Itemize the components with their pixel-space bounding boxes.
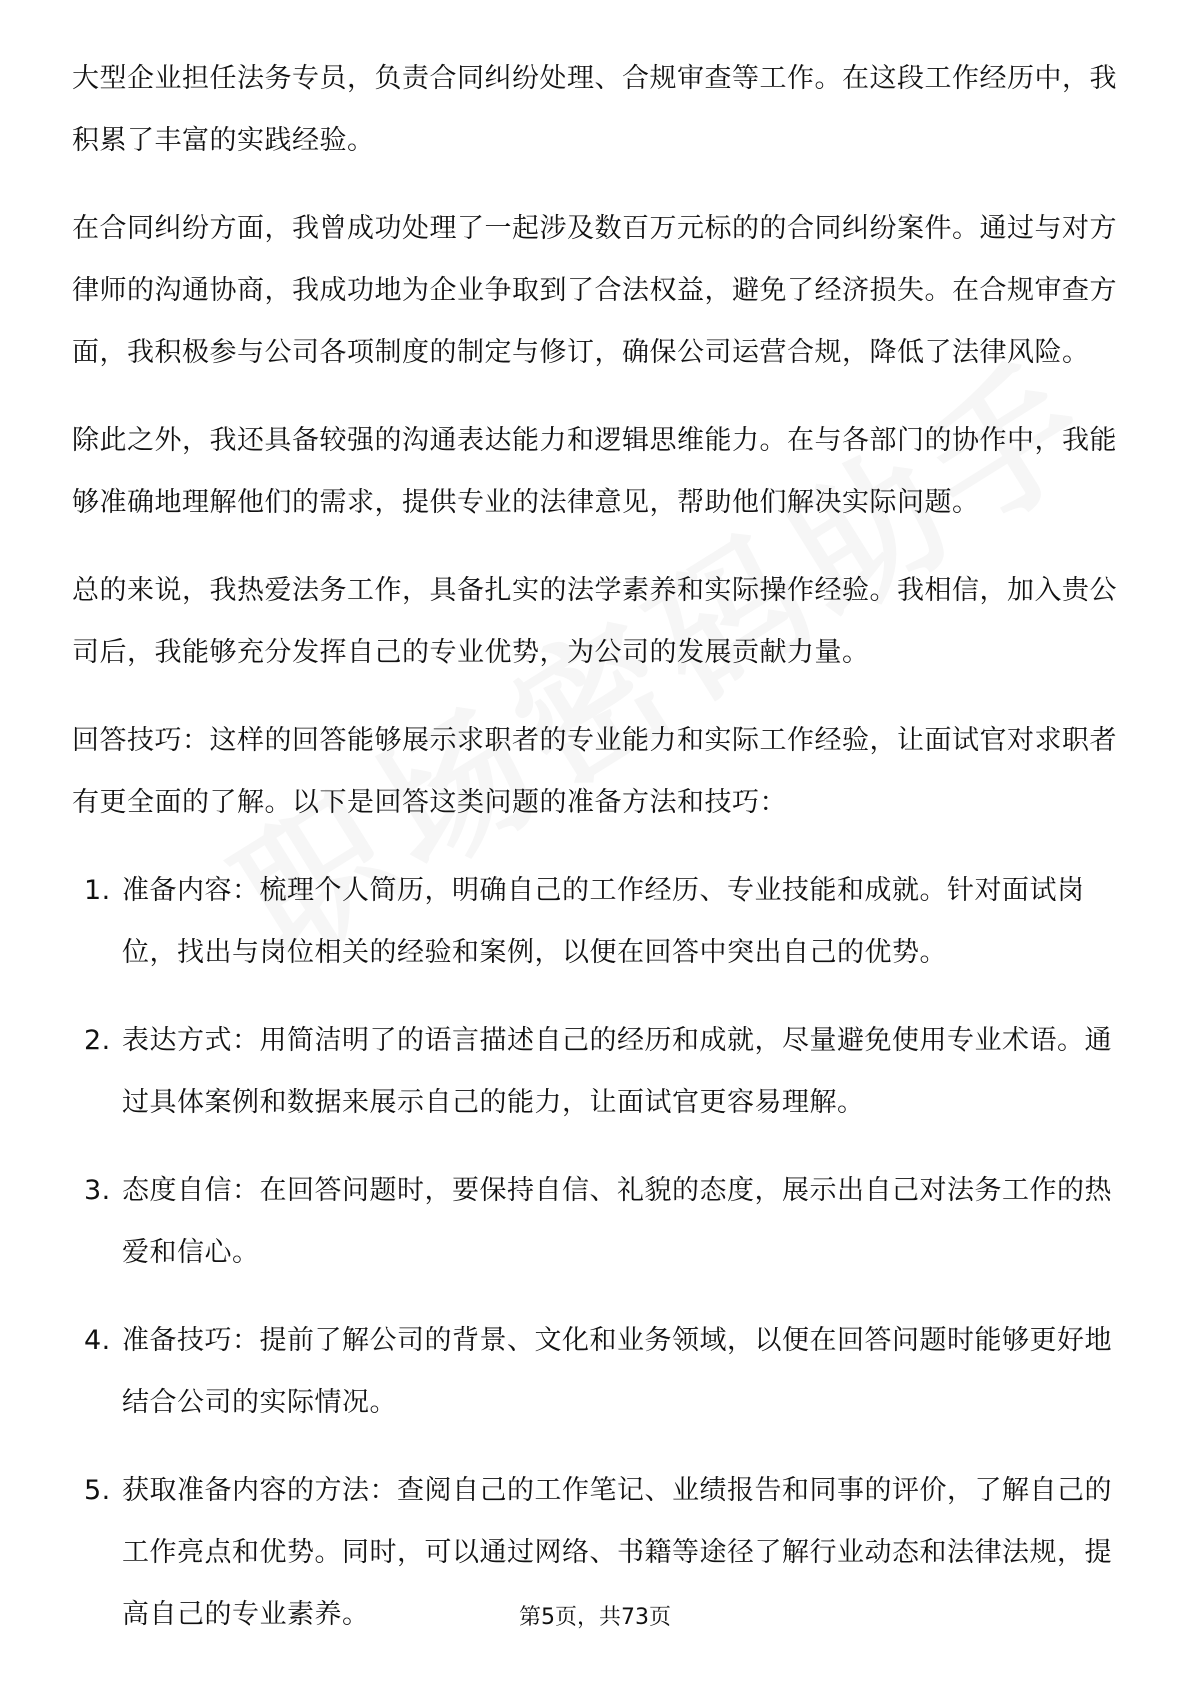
paragraph: 除此之外，我还具备较强的沟通表达能力和逻辑思维能力。在与各部门的协作中，我能够准确地理解他们的需求，提供专业的法律意见，帮助他们解决实际问题。 xyxy=(72,425,1117,518)
list-item xyxy=(72,860,1118,984)
list-item-text: 表达方式：用简洁明了的语言描述自己的经历和成就，尽量避免使用专业术语。通过具体案例和数据来展示自己的能力，让面试官更容易理解。 xyxy=(122,1025,1112,1118)
list-item xyxy=(72,1160,1118,1284)
list-item xyxy=(72,1010,1118,1134)
paragraph: 回答技巧：这样的回答能够展示求职者的专业能力和实际工作经验，让面试官对求职者有更全面的了解。以下是回答这类问题的准备方法和技巧： xyxy=(72,725,1117,818)
list-item-text: 获取准备内容的方法：查阅自己的工作笔记、业绩报告和同事的评价，了解自己的工作亮点和优势。同时，可以通过网络、书籍等途径了解行业动态和法律法规，提高自己的专业素养。 xyxy=(122,1475,1112,1630)
list-item-text: 准备内容：梳理个人简历，明确自己的工作经历、专业技能和成就。针对面试岗位，找出与岗位相关的经验和案例，以便在回答中突出自己的优势。 xyxy=(122,875,1085,968)
list-number: 4. xyxy=(84,1325,111,1356)
list-number: 1. xyxy=(84,875,111,906)
list-item-text: 态度自信：在回答问题时，要保持自信、礼貌的态度，展示出自己对法务工作的热爱和信心。 xyxy=(122,1175,1112,1268)
list-item-text: 准备技巧：提前了解公司的背景、文化和业务领域，以便在回答问题时能够更好地结合公司的实际情况。 xyxy=(122,1325,1112,1418)
list-number: 3. xyxy=(84,1175,111,1206)
list-item xyxy=(72,1310,1118,1434)
list-number: 2. xyxy=(84,1025,111,1056)
list-number: 5. xyxy=(84,1475,111,1506)
paragraph: 总的来说，我热爱法务工作，具备扎实的法学素养和实际操作经验。我相信，加入贵公司后，我能够充分发挥自己的专业优势，为公司的发展贡献力量。 xyxy=(72,575,1117,668)
paragraph: 在合同纠纷方面，我曾成功处理了一起涉及数百万元标的的合同纠纷案件。通过与对方律师的沟通协商，我成功地为企业争取到了合法权益，避免了经济损失。在合规审查方面，我积极参与公司各项制度的制定与修订，确保公司运营合规，降低了法律风险。 xyxy=(72,213,1117,368)
document-body xyxy=(72,48,1118,1672)
tips-list xyxy=(72,860,1118,1646)
paragraph: 大型企业担任法务专员，负责合同纠纷处理、合规审查等工作。在这段工作经历中，我积累了丰富的实践经验。 xyxy=(72,63,1117,156)
page-number: 第5页，共73页 xyxy=(519,1605,671,1630)
